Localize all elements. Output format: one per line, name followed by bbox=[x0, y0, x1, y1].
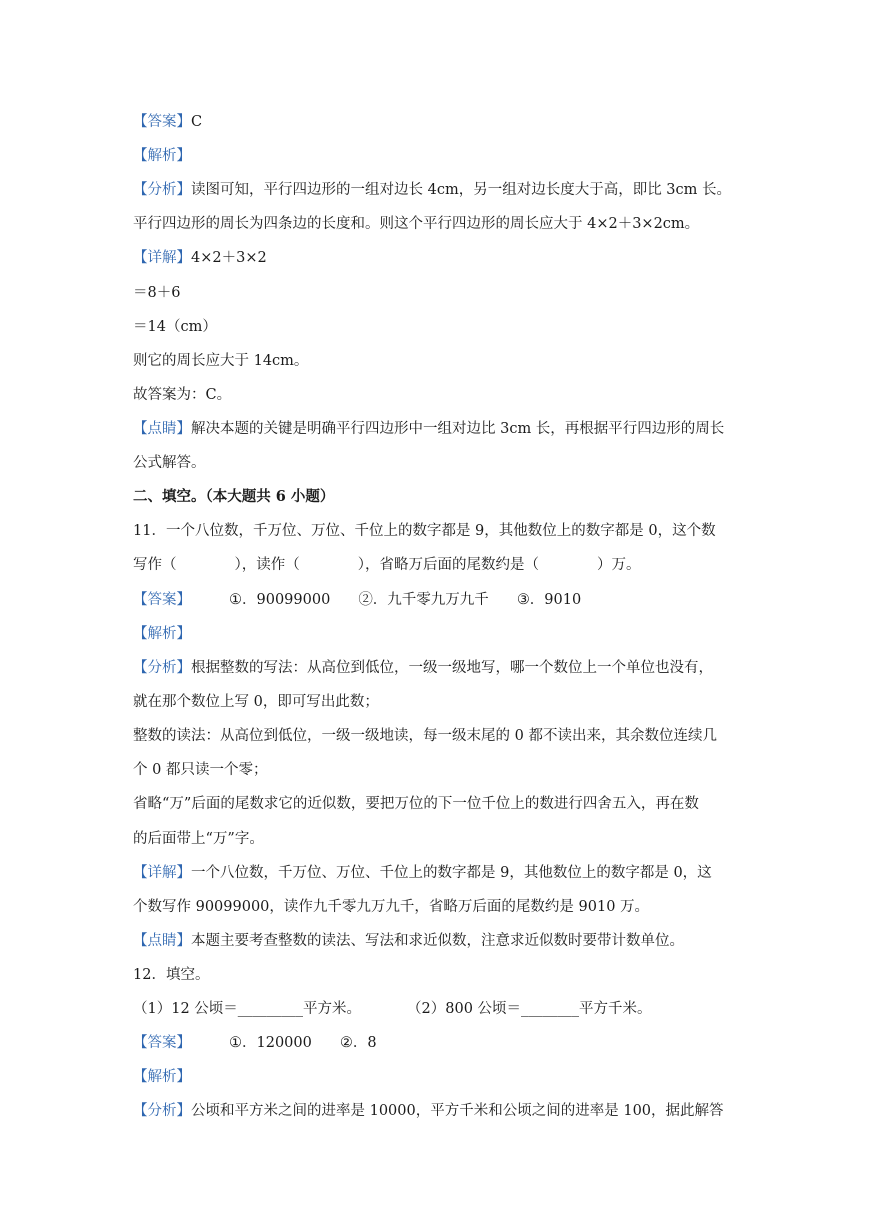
q10-answer-line bbox=[133, 112, 202, 132]
q11-fenxi-line-3: 整数的读法：从高位到低位，一级一级地读，每一级末尾的 0 都不读出来，其余数位连续几 bbox=[133, 728, 717, 744]
q12-stem-line-1: 12．填空。 bbox=[133, 967, 210, 983]
answer-2: ②．8 bbox=[339, 1035, 377, 1051]
q10-fenxi-line-1 bbox=[133, 180, 731, 200]
answer-value: C bbox=[191, 114, 203, 130]
q10-fenxi-line-2 bbox=[133, 214, 699, 234]
q11-jiexi-line bbox=[133, 624, 191, 644]
dianjing-text: 公式解答。 bbox=[133, 455, 206, 471]
q11-xiangjie-line-2: 个数写作 90099000，读作九千零九万九千，省略万后面的尾数约是 9010 万。 bbox=[133, 899, 650, 915]
xiangjie-tag: 【详解】 bbox=[133, 865, 191, 881]
dianjing-tag: 【点睛】 bbox=[133, 421, 191, 437]
q12-answer-line bbox=[133, 1033, 377, 1053]
xiangjie-text: 则它的周长应大于 14cm。 bbox=[133, 353, 309, 369]
answer-2: ②．九千零九万九千 bbox=[358, 592, 489, 608]
fenxi-text: 平行四边形的周长为四条边的长度和。则这个平行四边形的周长应大于 4×2＋3×2cm。 bbox=[133, 216, 700, 232]
q10-xiangjie-line-2 bbox=[133, 283, 180, 303]
q10-dianjing-line-1 bbox=[133, 419, 724, 439]
q10-xiangjie-line-4 bbox=[133, 351, 308, 371]
fenxi-tag: 【分析】 bbox=[133, 182, 191, 198]
q11-answer-line bbox=[133, 590, 581, 610]
q12-part-1: （1）12 公顷＝_________平方米。 bbox=[133, 1001, 362, 1017]
answer-3: ③．9010 bbox=[516, 592, 582, 608]
q11-fenxi-line-6: 的后面带上“万”字。 bbox=[133, 831, 264, 847]
fenxi-text: 公顷和平方米之间的进率是 10000，平方千米和公顷之间的进率是 100，据此解答 bbox=[191, 1103, 724, 1119]
answer-1: ①．90099000 bbox=[229, 592, 331, 608]
q12-fenxi-line-1 bbox=[133, 1101, 724, 1121]
q10-dianjing-line-2 bbox=[133, 453, 206, 473]
fenxi-text: 根据整数的写法：从高位到低位，一级一级地写，哪一个数位上一个单位也没有， bbox=[191, 660, 713, 676]
q11-fenxi-line-4: 个 0 都只读一个零； bbox=[133, 762, 268, 778]
q11-fenxi-line-2: 就在那个数位上写 0，即可写出此数； bbox=[133, 694, 379, 710]
fenxi-tag: 【分析】 bbox=[133, 660, 191, 676]
answer-tag: 【答案】 bbox=[133, 114, 191, 130]
q10-xiangjie-line-5 bbox=[133, 385, 231, 405]
jiexi-tag: 【解析】 bbox=[133, 626, 191, 642]
answer-tag: 【答案】 bbox=[133, 1035, 191, 1051]
q11-fenxi-line-1 bbox=[133, 658, 713, 678]
fenxi-text: 读图可知，平行四边形的一组对边长 4cm，另一组对边长度大于高，即比 3cm 长。 bbox=[191, 182, 732, 198]
answer-tag: 【答案】 bbox=[133, 592, 191, 608]
xiangjie-tag: 【详解】 bbox=[133, 250, 191, 266]
jiexi-tag: 【解析】 bbox=[133, 148, 191, 164]
xiangjie-text: 故答案为：C。 bbox=[133, 387, 232, 403]
q11-stem-line-1: 11．一个八位数，千万位、万位、千位上的数字都是 9，其他数位上的数字都是 0，这个数 bbox=[133, 523, 716, 539]
q10-xiangjie-line-1 bbox=[133, 248, 267, 268]
q11-xiangjie-line-1 bbox=[133, 863, 712, 883]
jiexi-tag: 【解析】 bbox=[133, 1069, 191, 1085]
xiangjie-text: ＝14（cm） bbox=[133, 319, 217, 335]
xiangjie-text: 4×2＋3×2 bbox=[191, 250, 267, 266]
fenxi-tag: 【分析】 bbox=[133, 1103, 191, 1119]
q10-xiangjie-line-3 bbox=[133, 317, 217, 337]
section-title: 二、填空。（本大题共 6 小题） bbox=[133, 488, 335, 505]
dianjing-text: 本题主要考查整数的读法、写法和求近似数，注意求近似数时要带计数单位。 bbox=[191, 933, 684, 949]
q10-jiexi-line bbox=[133, 146, 191, 166]
dianjing-tag: 【点睛】 bbox=[133, 933, 191, 949]
q12-part-2: （2）800 公顷＝________平方千米。 bbox=[407, 1001, 652, 1017]
answer-1: ①．120000 bbox=[229, 1035, 312, 1051]
dianjing-text: 解决本题的关键是明确平行四边形中一组对边比 3cm 长，再根据平行四边形的周长 bbox=[191, 421, 725, 437]
q12-parts-line bbox=[133, 999, 652, 1019]
q11-fenxi-line-5: 省略“万”后面的尾数求它的近似数，要把万位的下一位千位上的数进行四舍五入，再在数 bbox=[133, 796, 699, 812]
xiangjie-text: 一个八位数，千万位、万位、千位上的数字都是 9，其他数位上的数字都是 0，这 bbox=[191, 865, 712, 881]
xiangjie-text: ＝8＋6 bbox=[133, 285, 181, 301]
q11-dianjing-line-1 bbox=[133, 931, 684, 951]
q11-stem-line-2: 写作（ ），读作（ ），省略万后面的尾数约是（ ）万。 bbox=[133, 557, 641, 573]
q12-jiexi-line bbox=[133, 1067, 191, 1087]
